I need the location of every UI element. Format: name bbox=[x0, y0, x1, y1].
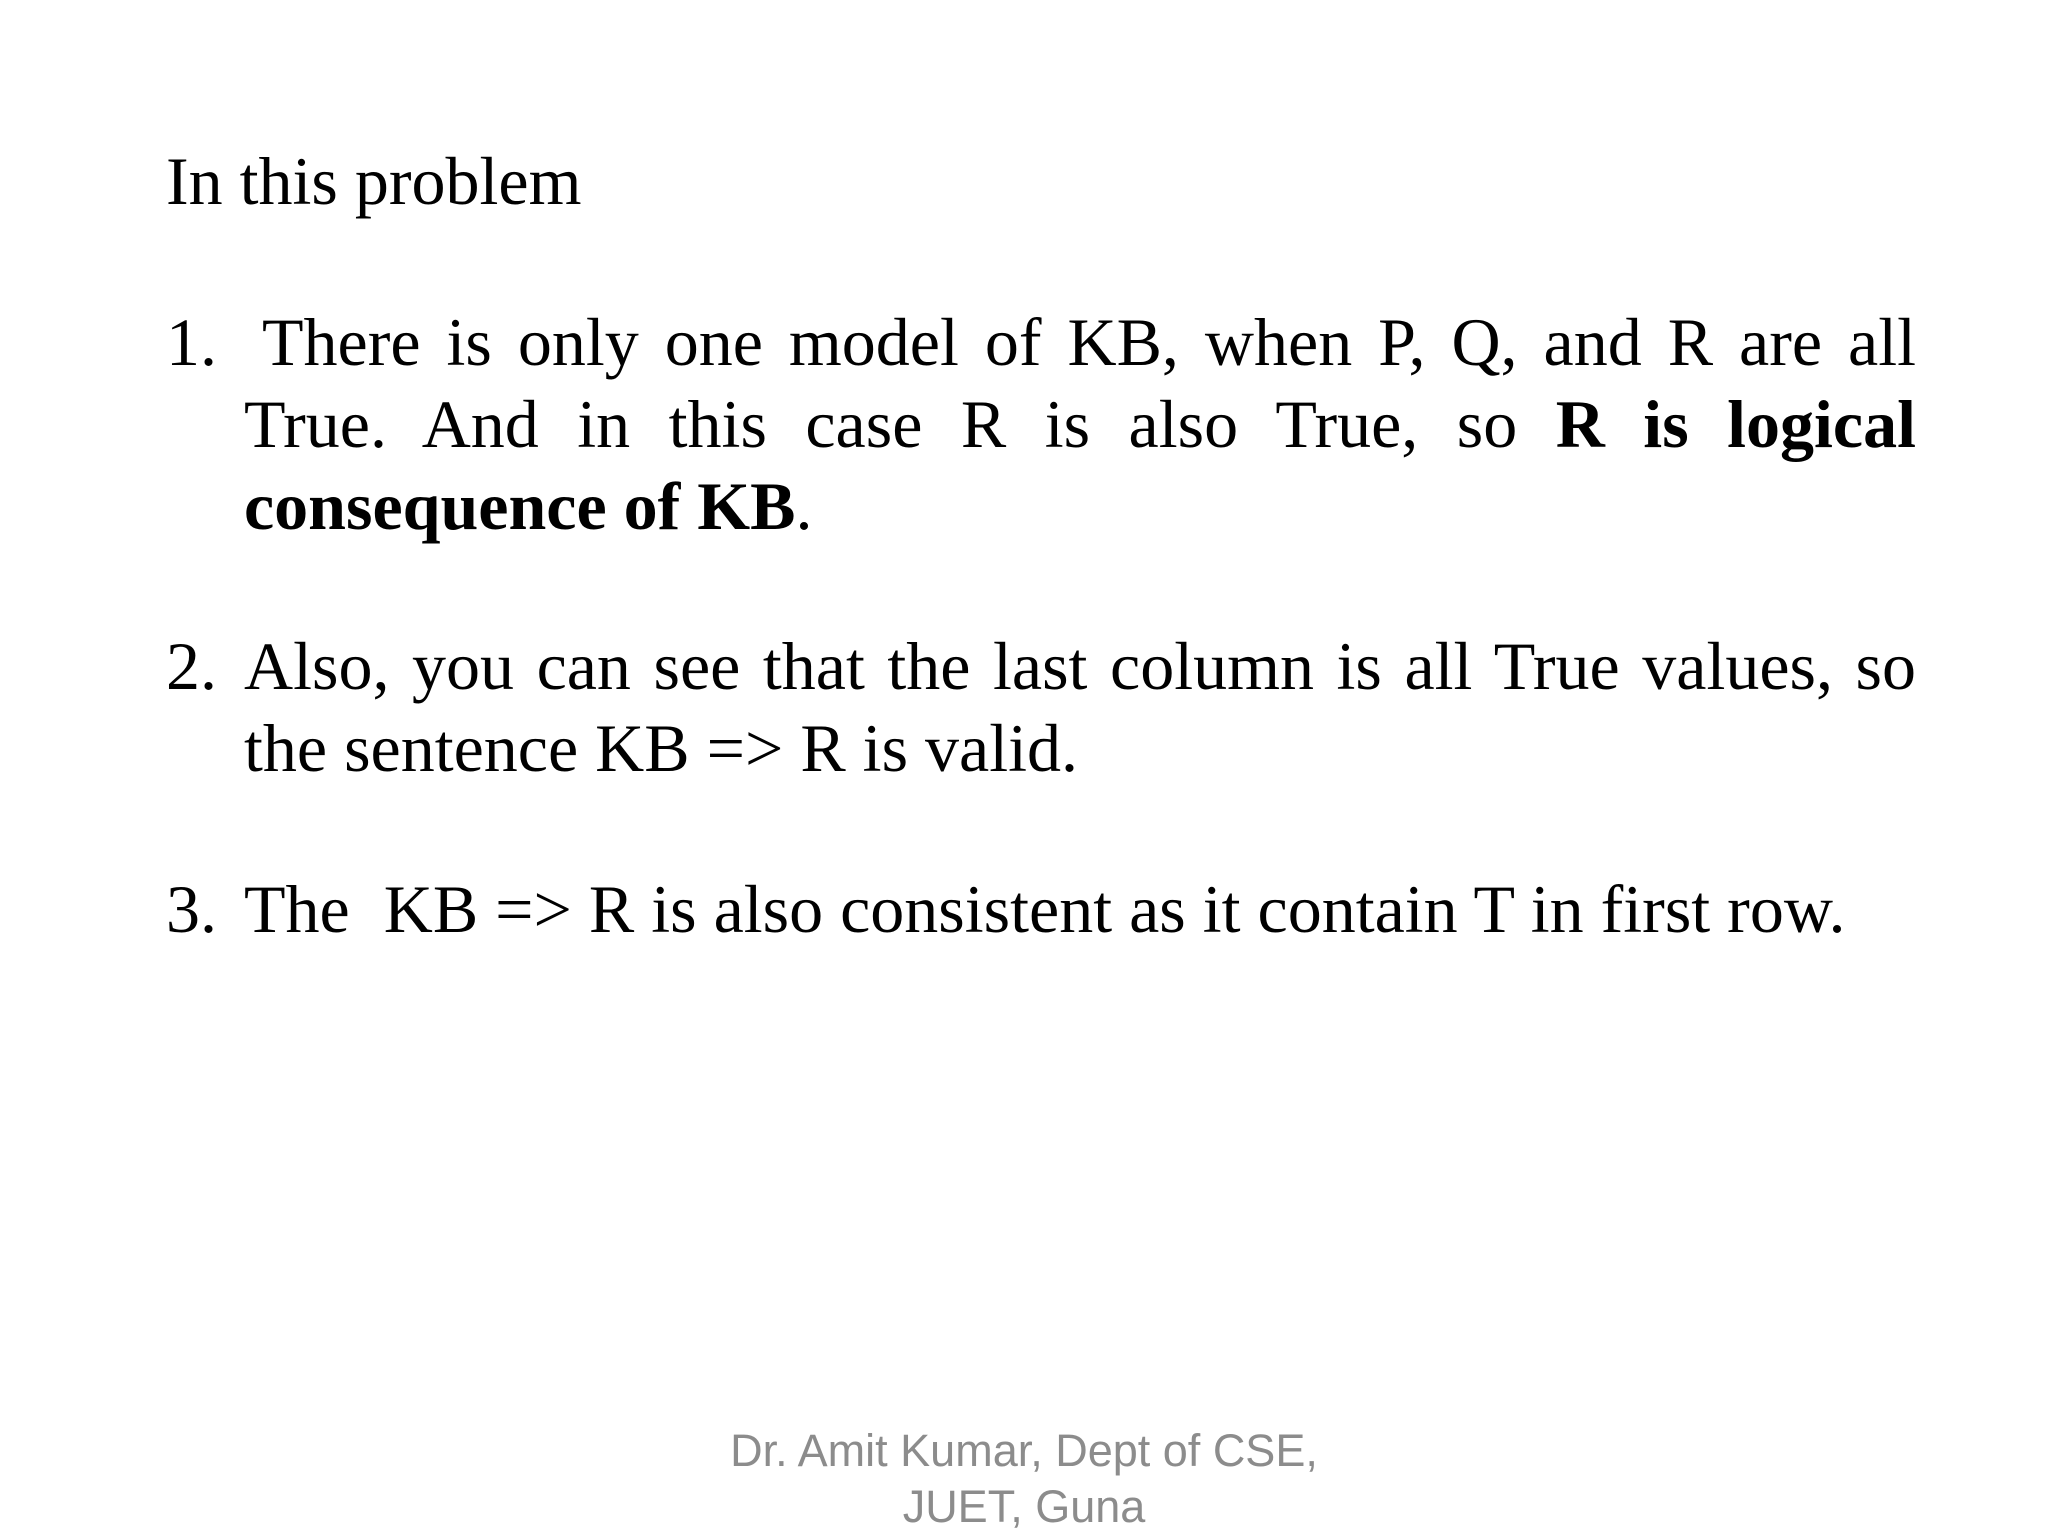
list-item-text-end: . bbox=[795, 468, 813, 544]
list-item bbox=[166, 301, 1916, 547]
list-item-text-plain: There is only one model of KB, when P, Q, and R are all True. And in this case R is also True, so bbox=[244, 304, 1916, 462]
list-item bbox=[166, 868, 1916, 950]
footer-line-author: Dr. Amit Kumar, Dept of CSE, bbox=[730, 1425, 1318, 1476]
slide-content bbox=[166, 140, 1916, 950]
list-item-number: 3. bbox=[166, 871, 217, 947]
slide-heading: In this problem bbox=[166, 143, 582, 219]
slide-footer bbox=[0, 1423, 2048, 1535]
list-item-text-bold: R is logical consequence of KB bbox=[244, 386, 1916, 544]
footer-line-institute: JUET, Guna bbox=[902, 1481, 1146, 1532]
list-item-number: 1. bbox=[166, 304, 217, 380]
list-item-text: Also, you can see that the last column is all True values, so the sentence KB => R is valid. bbox=[244, 628, 1916, 786]
list-item-text bbox=[244, 301, 1916, 547]
list-item bbox=[166, 625, 1916, 789]
list-item-number: 2. bbox=[166, 628, 217, 704]
list-item-text: The KB => R is also consistent as it contain T in first row. bbox=[244, 871, 1846, 947]
